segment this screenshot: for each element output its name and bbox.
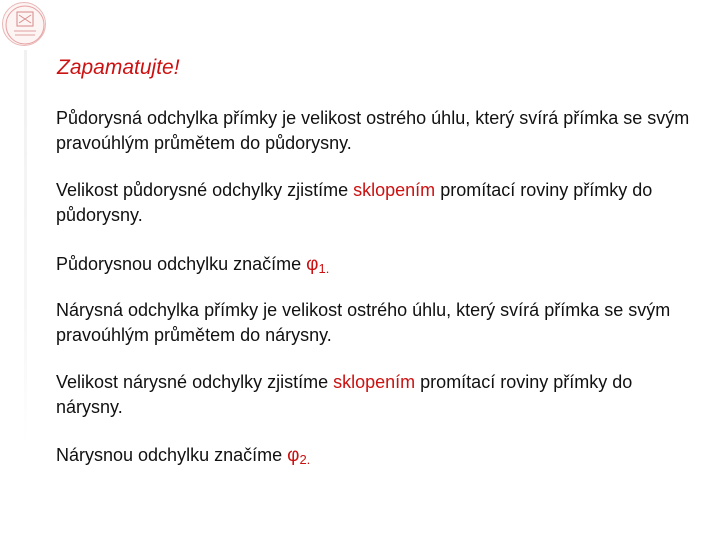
paragraph-horizontal-angle-method — [56, 178, 696, 228]
text-segment: Nárysnou odchylku značíme — [56, 445, 288, 465]
text-segment: promítací roviny přímky do nárysny. — [56, 372, 633, 417]
phi-subscript: 2. — [299, 452, 311, 467]
slide-title: Zapamatujte! — [57, 56, 180, 79]
paragraph-frontal-angle-notation — [56, 443, 696, 472]
paragraph-horizontal-angle-notation — [56, 252, 696, 281]
left-divider-line — [24, 50, 27, 445]
paragraph-horizontal-angle-definition: Půdorysná odchylka přímky je velikost ostrého úhlu, který svírá přímka se svým pravoúhlým průmětem do půdorysny. — [56, 108, 690, 153]
highlight-term: sklopením — [333, 372, 416, 392]
phi-subscript: 1. — [318, 261, 330, 276]
seal-icon — [3, 3, 47, 47]
university-seal-logo — [2, 2, 46, 46]
highlight-term: sklopením — [353, 180, 436, 200]
text-segment: promítací roviny přímky do půdorysny. — [56, 180, 653, 225]
paragraph-frontal-angle-definition: Nárysná odchylka přímky je velikost ostrého úhlu, který svírá přímka se svým pravoúhlým průmětem do nárysny. — [56, 300, 671, 345]
phi-symbol: φ — [306, 254, 319, 275]
text-segment: Půdorysnou odchylku značíme — [56, 254, 307, 274]
text-segment: Velikost nárysné odchylky zjistíme — [56, 372, 334, 392]
phi-symbol: φ — [287, 445, 300, 466]
text-segment: Velikost půdorysné odchylky zjistíme — [56, 180, 354, 200]
paragraph-frontal-angle-method — [56, 370, 696, 420]
